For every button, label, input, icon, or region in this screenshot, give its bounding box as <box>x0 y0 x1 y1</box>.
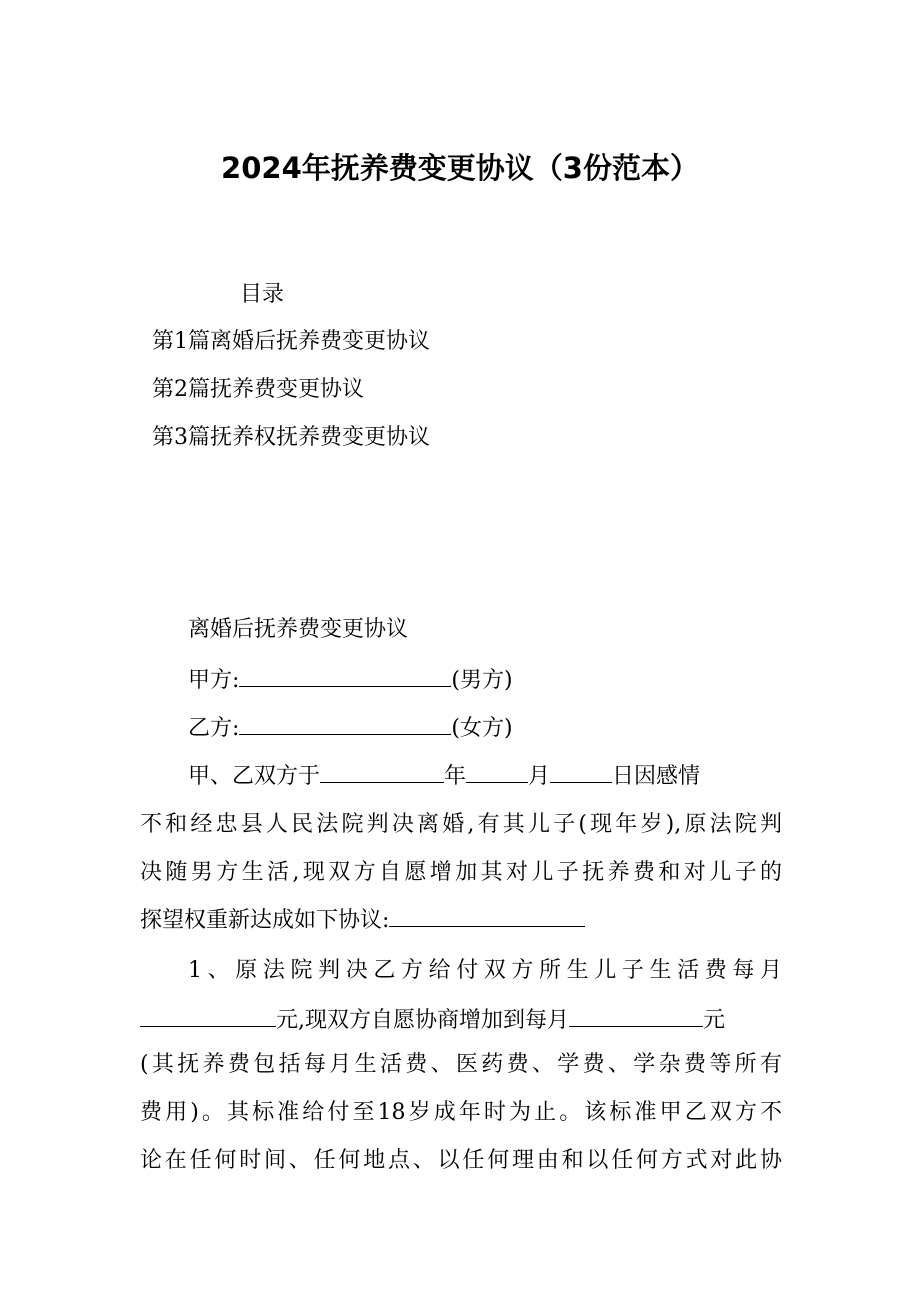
party-b-label: 乙方: <box>188 716 240 741</box>
month-blank <box>466 758 528 783</box>
party-b-blank <box>239 710 451 735</box>
p2-yuan-end: 元 <box>703 1008 726 1033</box>
paragraph-2-line-4: 费用)。其标准给付至18岁成年时为止。该标准甲乙双方不 <box>140 1100 782 1125</box>
agreement-blank <box>389 902 585 927</box>
original-amount-blank <box>140 1002 276 1027</box>
paragraph-2-line-1: 1、原法院判决乙方给付双方所生儿子生活费每月 <box>188 958 782 983</box>
p1-month-label: 月 <box>528 764 551 789</box>
p1-year-label: 年 <box>444 764 467 789</box>
paragraph-1-line-4 <box>140 902 782 938</box>
paragraph-1-line-3: 决随男方生活,现双方自愿增加其对儿子抚养费和对儿子的 <box>140 860 782 885</box>
year-blank <box>320 758 444 783</box>
party-a-line <box>188 662 782 698</box>
p1-start: 甲、乙双方于 <box>188 764 321 789</box>
toc-heading: 目录 <box>240 282 285 307</box>
document-title: 2024年抚养费变更协议（3份范本） <box>221 151 699 185</box>
party-b-note: (女方) <box>451 716 513 741</box>
p2-yuan-mid: 元,现双方自愿协商增加到每月 <box>276 1008 569 1033</box>
p1-line4-text: 探望权重新达成如下协议: <box>140 908 390 933</box>
day-blank <box>550 758 612 783</box>
party-a-note: (男方) <box>451 668 513 693</box>
toc-item-2: 第2篇抚养费变更协议 <box>152 377 364 402</box>
paragraph-2-line-5: 论在任何时间、任何地点、以任何理由和以任何方式对此协 <box>140 1148 782 1173</box>
toc-item-1: 第1篇离婚后抚养费变更协议 <box>152 329 430 354</box>
new-amount-blank <box>569 1002 703 1027</box>
paragraph-1-line-1 <box>188 758 782 794</box>
party-a-blank <box>239 662 451 687</box>
paragraph-2-line-2 <box>140 1002 782 1038</box>
party-a-label: 甲方: <box>188 668 240 693</box>
toc-item-3: 第3篇抚养权抚养费变更协议 <box>152 425 430 450</box>
p1-day-rest: 日因感情 <box>612 764 701 789</box>
party-b-line <box>188 710 782 746</box>
paragraph-2-line-3: (其抚养费包括每月生活费、医药费、学费、学杂费等所有 <box>140 1052 782 1077</box>
agreement-title: 离婚后抚养费变更协议 <box>188 617 409 642</box>
paragraph-1-line-2: 不和经忠县人民法院判决离婚,有其儿子(现年岁),原法院判 <box>140 812 782 837</box>
